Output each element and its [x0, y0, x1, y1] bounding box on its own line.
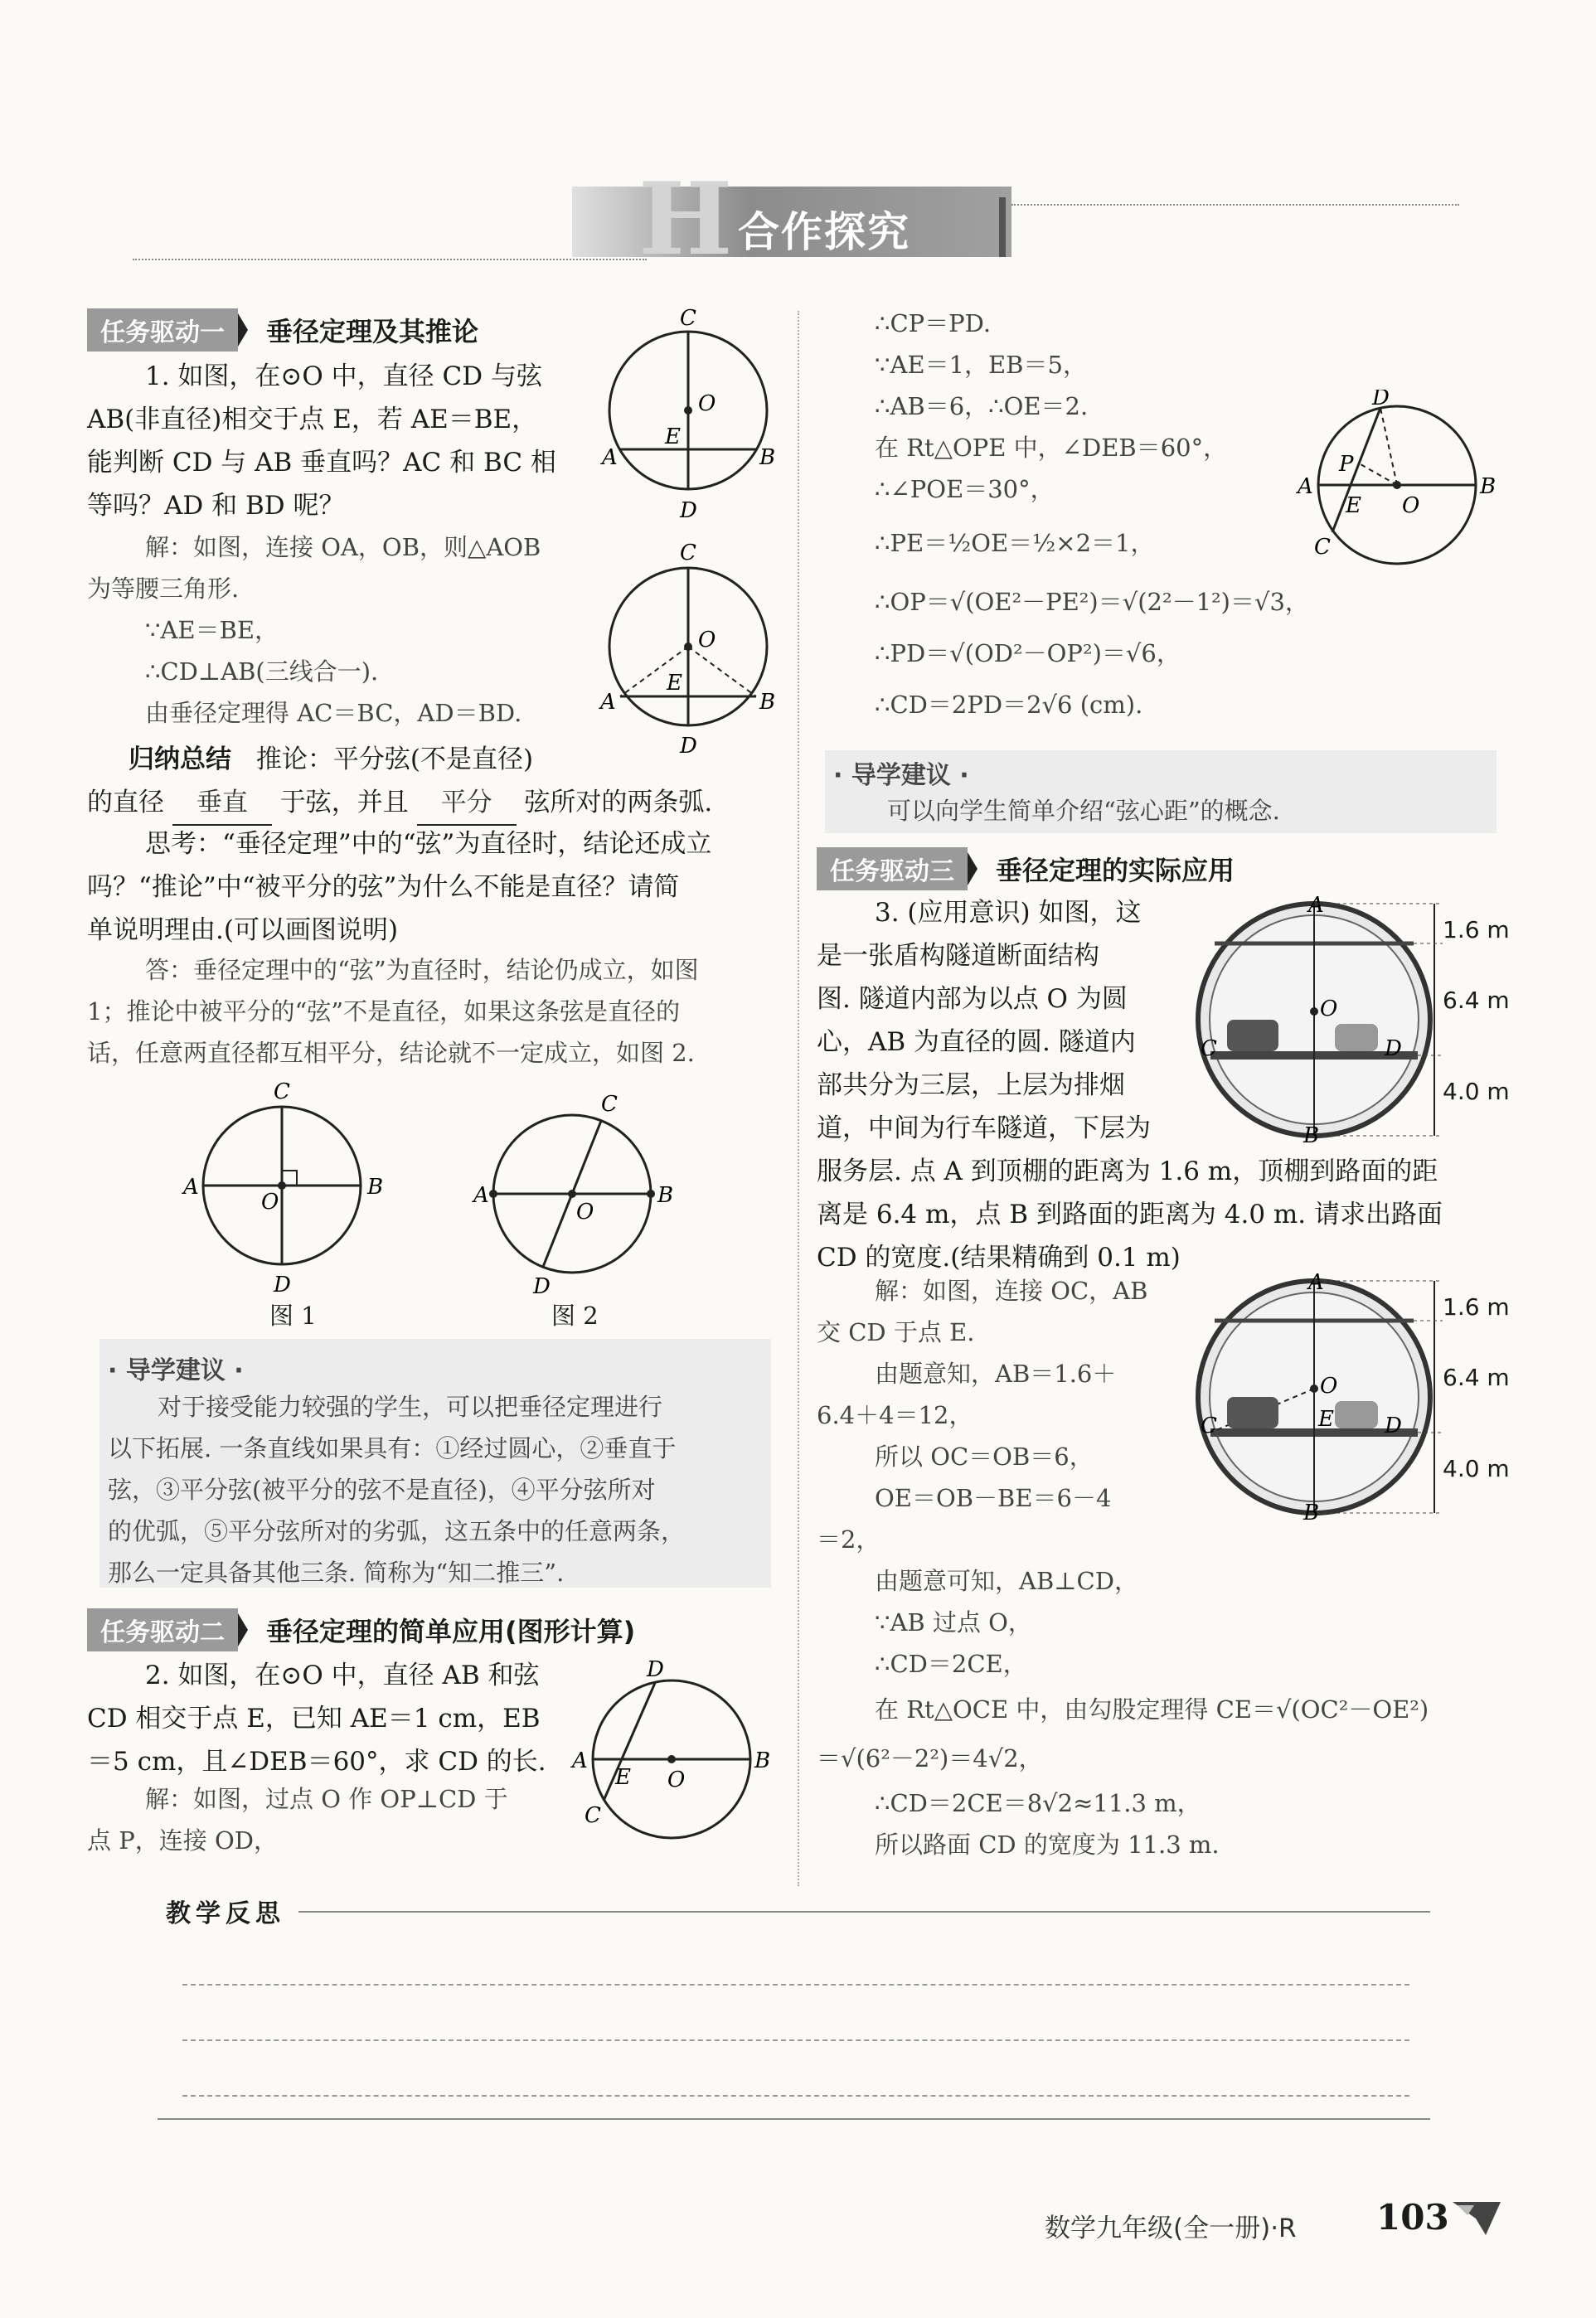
task1-solution-line: ∴CD⊥AB(三线合一).	[145, 657, 379, 686]
svg-text:A: A	[473, 1183, 489, 1208]
task1-tag-arrow	[238, 313, 248, 347]
answer-line: 答：垂径定理中的“弦”为直径时，结论仍成立，如图	[145, 956, 699, 984]
svg-text:E: E	[1318, 1407, 1334, 1432]
task2-solution-line: 点 P，连接 OD，	[87, 1826, 278, 1855]
svg-text:D: D	[1372, 390, 1390, 410]
corner-arrow-icon	[1453, 2195, 1502, 2237]
svg-text:D: D	[1385, 1036, 1402, 1061]
task2-solution-line: 解：如图，过点 O 作 OP⊥CD 于	[145, 1785, 508, 1813]
svg-text:B: B	[754, 1748, 771, 1773]
svg-text:B: B	[657, 1183, 674, 1208]
task1-figure-b	[597, 539, 788, 759]
task3-solution-line: 6.4＋4＝12，	[817, 1401, 973, 1429]
task2-figure	[564, 1658, 779, 1857]
think-line: 思考：“垂径定理”中的“弦”为直径时，结论还成立	[145, 829, 712, 859]
svg-text:D: D	[647, 1658, 664, 1682]
task3-tag: 任务驱动三	[817, 847, 968, 890]
guide1-label: · 导学建议 ·	[108, 1356, 244, 1385]
task1-solution-line: 为等腰三角形.	[87, 575, 240, 603]
answer-line: 1；推论中被平分的“弦”不是直径，如果这条弦是直径的	[87, 997, 681, 1026]
svg-text:A: A	[600, 690, 616, 715]
task3-problem-line: CD 的宽度.(结果精确到 0.1 m)	[817, 1243, 1181, 1273]
task1-solution-line: 由垂径定理得 AC＝BC，AD＝BD.	[145, 699, 522, 727]
task3-problem-line: 道，中间为行车隧道，下层为	[817, 1113, 1151, 1143]
task2-cont-line: ∵AE＝1，EB＝5，	[875, 351, 1087, 379]
figure-2-caption: 图 2	[551, 1302, 599, 1330]
tunnel2-dim-1: 1.6 m	[1443, 1293, 1510, 1321]
task1-problem	[87, 355, 601, 527]
task2-solution-figure	[1289, 390, 1505, 580]
task1-solution	[87, 526, 601, 734]
task2-cont-line: ∴CP＝PD.	[875, 309, 992, 337]
task3-solution-line: 由题意可知，AB⊥CD，	[875, 1567, 1138, 1595]
task3-problem-line: 离是 6.4 m，点 B 到路面的距离为 4.0 m. 请求出路面	[817, 1200, 1443, 1229]
svg-text:D: D	[1385, 1414, 1402, 1438]
task3-solution-line: 在 Rt△OCE 中，由勾股定理得 CE＝√(OC²－OE²)	[875, 1695, 1429, 1724]
svg-text:O: O	[1402, 493, 1420, 518]
header-left-line	[133, 259, 647, 260]
task3-title: 垂径定理的实际应用	[996, 855, 1235, 886]
header-bar	[999, 197, 1006, 257]
svg-text:O: O	[576, 1200, 594, 1224]
task2-cont-line: ∴AB＝6，∴OE＝2.	[875, 392, 1089, 420]
task3-problem-line: 是一张盾构隧道断面结构	[817, 941, 1099, 971]
summary-blank-2: 平分	[417, 781, 517, 826]
svg-text:C: C	[680, 541, 696, 565]
task2-cont-line: ∴CD＝2PD＝2√6 (cm).	[875, 691, 1143, 719]
summary-text: 推论：平分弦(不是直径)	[255, 744, 534, 774]
task3-solution-line: 解：如图，连接 OC，AB	[875, 1277, 1148, 1305]
task2-problem-line: CD 相交于点 E，已知 AE＝1 cm，EB	[87, 1704, 541, 1734]
header-right-line	[1011, 204, 1459, 206]
task2-header	[87, 1608, 635, 1651]
task1-problem-line: 1. 如图，在⊙O 中，直径 CD 与弦	[145, 361, 542, 391]
task3-solution-line: OE＝OB－BE＝6－4	[875, 1484, 1112, 1512]
reflection-line-2	[182, 2039, 1409, 2041]
header-title: 合作探究	[738, 208, 910, 256]
svg-text:D: D	[680, 498, 697, 522]
tunnel2-dim-3: 4.0 m	[1443, 1455, 1510, 1482]
svg-text:C: C	[1201, 1414, 1217, 1438]
task1-title: 垂径定理及其推论	[266, 316, 479, 347]
guide1-line: 的优弧，⑤平分弦所对的劣弧，这五条中的任意两条，	[108, 1517, 686, 1545]
task1-answer	[87, 949, 783, 1074]
svg-text:A: A	[602, 445, 618, 470]
task1-tag: 任务驱动一	[87, 308, 238, 352]
tunnel1-dim-1: 1.6 m	[1443, 916, 1510, 943]
guide2-label: · 导学建议 ·	[833, 761, 969, 790]
task1-problem-line: AB(非直径)相交于点 E，若 AE＝BE，	[87, 405, 538, 434]
task2-cont-line: ∴∠POE＝30°，	[875, 475, 1055, 503]
task3-problem-line: 部共分为三层，上层为排烟	[817, 1070, 1125, 1100]
reflection-bottom-line	[158, 2118, 1430, 2120]
svg-text:O: O	[1320, 1374, 1338, 1399]
task3-problem-line: 服务层. 点 A 到顶棚的距离为 1.6 m，顶棚到路面的距	[817, 1157, 1438, 1186]
svg-text:O: O	[1320, 997, 1338, 1021]
reflection-line-3	[182, 2095, 1409, 2097]
guide1-line: 对于接受能力较强的学生，可以把垂径定理进行	[158, 1393, 663, 1421]
svg-text:D: D	[680, 734, 697, 759]
task3-solution-line: 由题意知，AB＝1.6＋	[875, 1360, 1117, 1388]
task3-solution-line: ∵AB 过点 O，	[875, 1608, 1032, 1637]
svg-text:B: B	[759, 445, 776, 470]
task2-solution	[87, 1778, 601, 1861]
svg-text:B: B	[1303, 1501, 1320, 1525]
task3-solution-line: 所以 OC＝OB＝6，	[875, 1443, 1094, 1471]
task3-solution-line: ∴CD＝2CE＝8√2≈11.3 m，	[875, 1789, 1201, 1817]
summary-label: 归纳总结	[129, 744, 231, 774]
svg-text:A: A	[572, 1748, 588, 1773]
task3-solution-line: 所以路面 CD 的宽度为 11.3 m.	[875, 1831, 1220, 1859]
svg-text:D: D	[274, 1273, 291, 1297]
task2-problem-line: ＝5 cm，且∠DEB＝60°，求 CD 的长.	[87, 1747, 546, 1777]
svg-text:O: O	[261, 1190, 279, 1215]
svg-text:E: E	[615, 1765, 631, 1790]
task3-solution-line: ∴CD＝2CE，	[875, 1650, 1027, 1678]
task2-cont-line: ∴PE＝½OE＝½×2＝1，	[875, 529, 1155, 557]
task3-tag-arrow	[968, 852, 977, 885]
svg-text:O: O	[698, 391, 716, 416]
svg-text:C: C	[585, 1803, 601, 1828]
svg-text:C: C	[680, 307, 696, 331]
svg-text:C: C	[1314, 535, 1331, 560]
figure-1	[178, 1078, 394, 1297]
task1-solution-line: 解：如图，连接 OA，OB，则△AOB	[145, 533, 541, 561]
task2-cont-line: 在 Rt△OPE 中，∠DEB＝60°，	[875, 434, 1228, 462]
tunnel2-dim-2: 6.4 m	[1443, 1364, 1510, 1391]
task1-think	[87, 822, 783, 952]
svg-text:B: B	[759, 690, 776, 715]
task2-cont-line: ∴OP＝√(OE²－PE²)＝√(2²－1²)＝√3，	[875, 588, 1309, 616]
summary-line2	[87, 781, 775, 826]
svg-text:E: E	[1346, 493, 1361, 518]
svg-text:E: E	[665, 424, 681, 449]
svg-text:B: B	[1303, 1123, 1320, 1148]
footer-book: 数学九年级(全一册)·R	[1045, 2214, 1297, 2243]
task1-header	[87, 308, 478, 352]
task2-tag-arrow	[238, 1613, 248, 1646]
svg-text:B: B	[367, 1175, 384, 1200]
guide1-line: 弦，③平分弦(被平分的弦不是直径)，④平分弦所对	[108, 1476, 656, 1504]
summary-line1	[87, 738, 775, 781]
tunnel1-dim-2: 6.4 m	[1443, 987, 1510, 1014]
page-number: 103	[1376, 2197, 1449, 2238]
svg-text:A: A	[1308, 1273, 1324, 1295]
task2-problem-line: 2. 如图，在⊙O 中，直径 AB 和弦	[145, 1661, 540, 1690]
tunnel1-dim-3: 4.0 m	[1443, 1078, 1510, 1105]
figure-2	[468, 1086, 684, 1306]
summary-line2-a: 的直径	[87, 788, 164, 817]
think-line: 吗？“推论”中“被平分的弦”为什么不能是直径？请简	[87, 872, 680, 902]
guide1-line: 以下拓展. 一条直线如果具有：①经过圆心，②垂直于	[108, 1434, 677, 1462]
think-line: 单说明理由.(可以画图说明)	[87, 915, 399, 945]
svg-text:A: A	[1298, 474, 1313, 499]
svg-text:B: B	[1480, 474, 1497, 499]
svg-text:A: A	[1308, 895, 1324, 918]
task1-problem-line: 能判断 CD 与 AB 垂直吗？AC 和 BC 相	[87, 448, 556, 478]
task1-problem-line: 等吗？AD 和 BD 呢？	[87, 491, 345, 521]
svg-text:A: A	[183, 1175, 199, 1200]
svg-text:P: P	[1339, 452, 1354, 477]
task1-summary	[87, 738, 775, 826]
guide1-text	[108, 1386, 771, 1593]
task2-title: 垂径定理的简单应用(图形计算)	[266, 1616, 636, 1647]
svg-text:C: C	[601, 1092, 618, 1117]
reflection-top-line	[298, 1911, 1430, 1913]
summary-blank-1: 垂直	[172, 781, 272, 826]
svg-text:D: D	[533, 1274, 551, 1299]
task3-problem-line: 图. 隧道内部为以点 O 为圆	[817, 984, 1128, 1014]
header-letter: H	[638, 161, 733, 278]
task3-header	[817, 847, 1235, 890]
column-divider	[798, 311, 799, 1886]
reflection-label: 教学反思	[166, 1899, 285, 1928]
svg-text:C: C	[1201, 1036, 1217, 1061]
guide2-text: 可以向学生简单介绍“弦心距”的概念.	[887, 797, 1280, 825]
task3-solution-line: 交 CD 于点 E.	[817, 1318, 975, 1346]
guide1-line: 那么一定具备其他三条. 简称为“知二推三”.	[108, 1559, 565, 1587]
svg-text:C: C	[274, 1079, 290, 1104]
task3-solution-line: ＝2，	[817, 1525, 880, 1554]
svg-text:O: O	[698, 628, 716, 652]
task3-problem-line: 心，AB 为直径的圆. 隧道内	[817, 1027, 1136, 1057]
task3-solution-line: ＝√(6²－2²)＝4√2，	[817, 1744, 1043, 1772]
task1-figure-a	[597, 307, 788, 522]
task2-problem	[87, 1654, 601, 1783]
summary-line2-b: 于弦，并且	[279, 788, 409, 817]
task2-cont-line: ∴PD＝√(OD²－OP²)＝√6，	[875, 639, 1181, 667]
reflection-line-1	[182, 1984, 1409, 1986]
figure-1-caption: 图 1	[269, 1302, 317, 1330]
task1-solution-line: ∵AE＝BE，	[145, 616, 279, 644]
answer-line: 话，任意两直径都互相平分，结论就不一定成立，如图 2.	[87, 1039, 695, 1067]
task3-problem-line: 3. (应用意识) 如图，这	[875, 898, 1142, 928]
svg-text:E: E	[667, 671, 682, 696]
svg-text:O: O	[667, 1768, 686, 1792]
summary-line2-c: 弦所对的两条弧.	[524, 788, 713, 817]
task2-tag: 任务驱动二	[87, 1608, 238, 1651]
